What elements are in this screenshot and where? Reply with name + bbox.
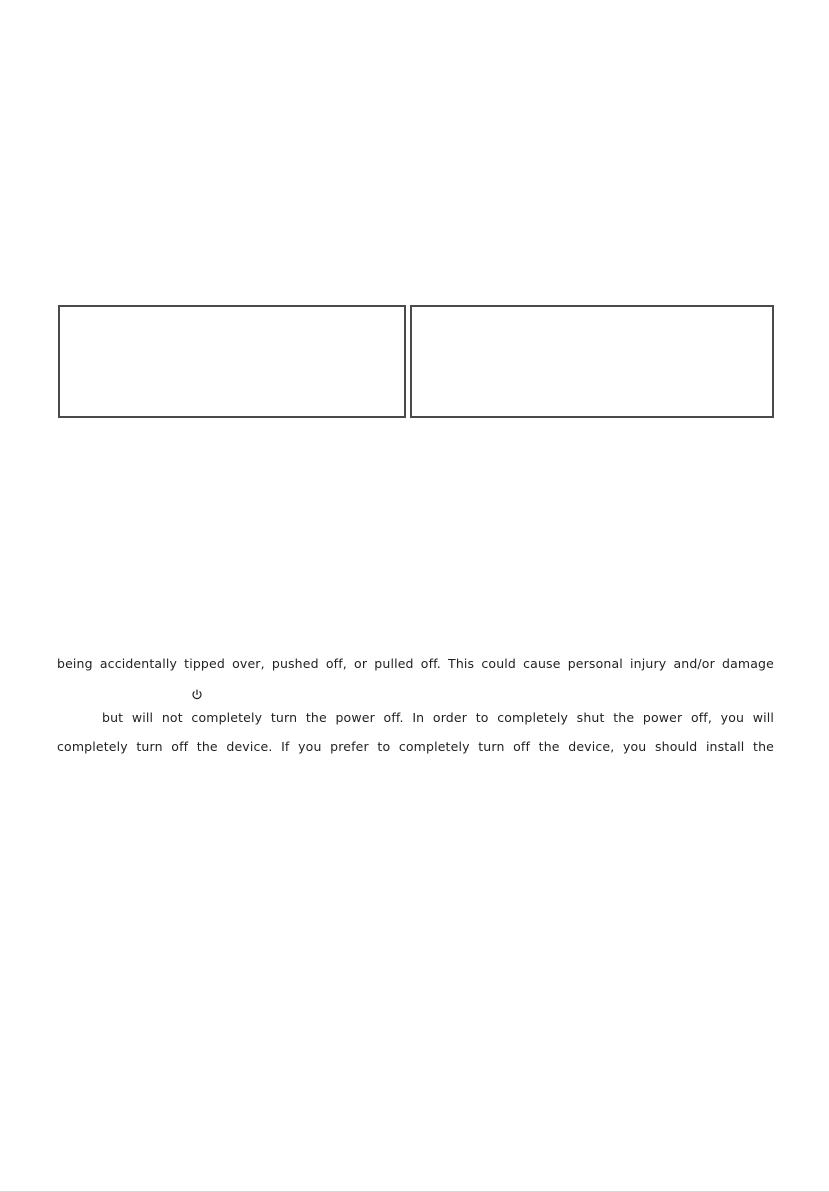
warning-box-left xyxy=(58,305,406,418)
warning-box-right xyxy=(410,305,774,418)
body-text-line-3: completely turn off the device. If you prefer to completely turn off the device, you should install the xyxy=(57,739,774,754)
power-icon xyxy=(191,689,203,701)
body-text-line-2: but will not completely turn the power off. In order to completely shut the power off, you will xyxy=(102,710,774,725)
body-text-line-1: being accidentally tipped over, pushed off, or pulled off. This could cause personal injury and/or damage xyxy=(57,656,774,671)
